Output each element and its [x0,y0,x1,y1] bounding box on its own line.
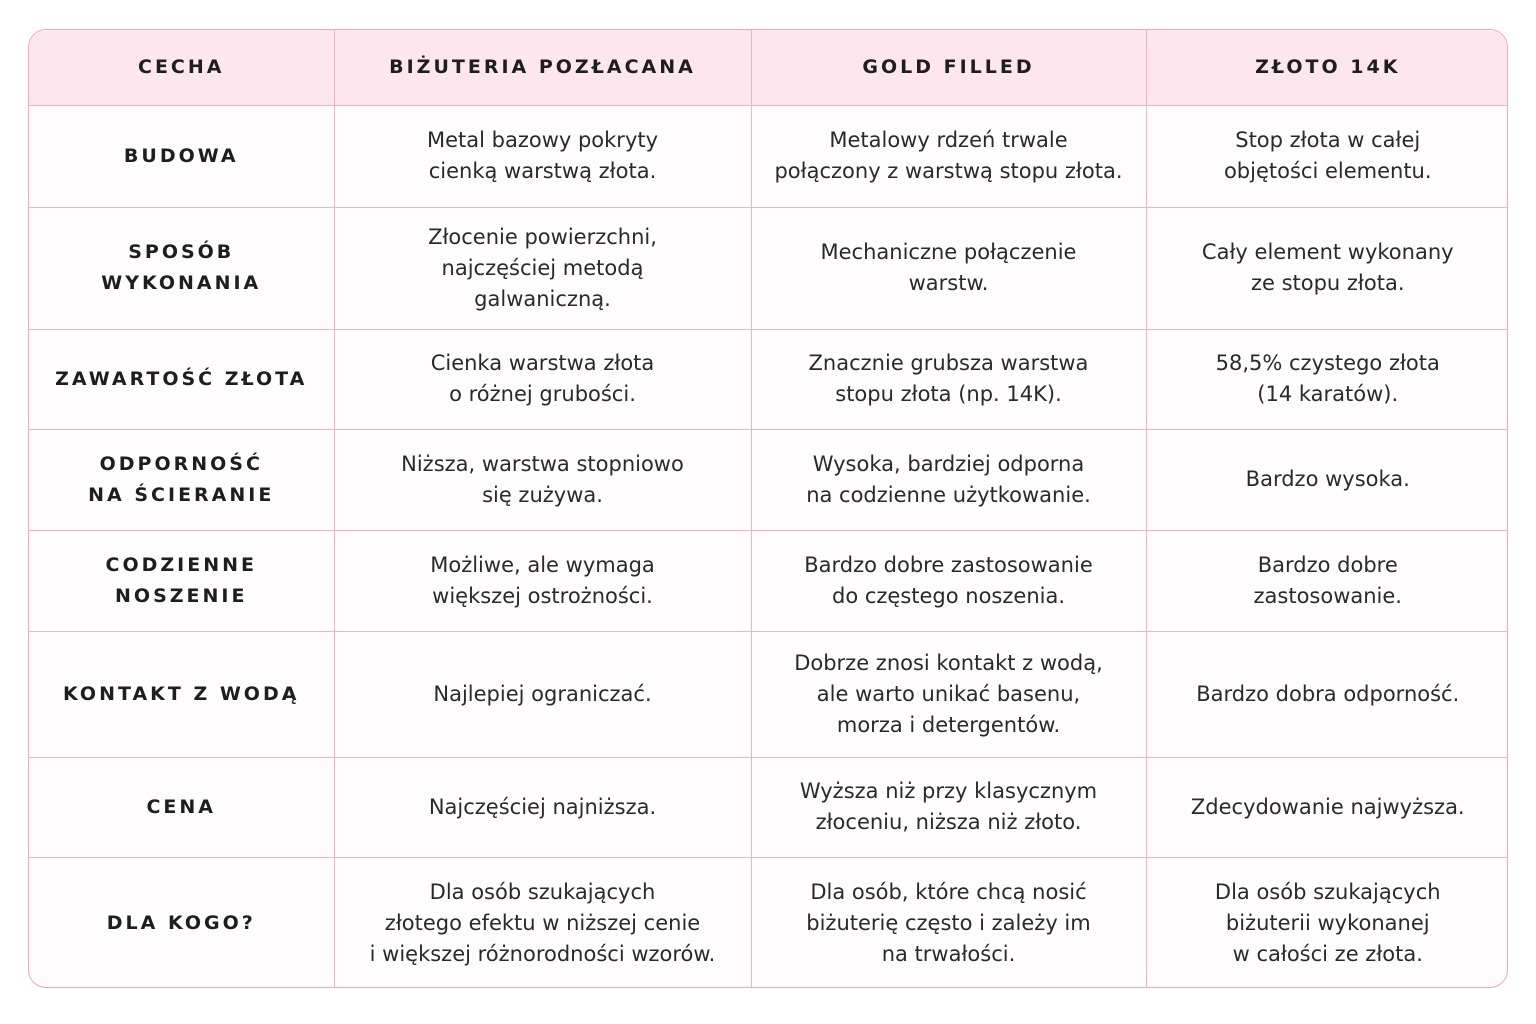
cell-gold-filled: Mechaniczne połączenie warstw. [751,207,1146,329]
cell-gold-filled: Dobrze znosi kontakt z wodą, ale warto unikać basenu, morza i detergentów. [751,631,1146,757]
comparison-table [29,30,1508,988]
row-feature-label: BUDOWA [29,105,334,207]
row-feature-label: DLA KOGO? [29,857,334,988]
table-row [29,530,1508,631]
table-row [29,429,1508,530]
table-row [29,105,1508,207]
cell-gold-plated: Dla osób szukających złotego efektu w niższej cenie i większej różnorodności wzorów. [334,857,751,988]
cell-gold-plated: Cienka warstwa złota o różnej grubości. [334,329,751,429]
row-feature-label: CODZIENNE NOSZENIE [29,530,334,631]
table-row [29,857,1508,988]
table-row [29,757,1508,857]
cell-gold-plated: Metal bazowy pokryty cienką warstwą złota. [334,105,751,207]
cell-gold-filled: Znacznie grubsza warstwa stopu złota (np. 14K). [751,329,1146,429]
table-header-row [29,30,1508,105]
column-header-gold-plated: BIŻUTERIA POZŁACANA [334,30,751,105]
cell-gold-14k: Stop złota w całej objętości elementu. [1146,105,1508,207]
cell-gold-plated: Złocenie powierzchni, najczęściej metodą galwaniczną. [334,207,751,329]
cell-gold-14k: Dla osób szukających biżuterii wykonanej w całości ze złota. [1214,879,1441,966]
cell-gold-14k: Zdecydowanie najwyższa. [1146,757,1508,857]
row-feature-label: SPOSÓB WYKONANIA [29,207,334,329]
cell-gold-14k: Bardzo dobre zastosowanie. [1146,530,1508,631]
cell-gold-filled: Wyższa niż przy klasycznym złoceniu, niższa niż złoto. [751,757,1146,857]
column-header-gold-14k: ZŁOTO 14K [1146,30,1508,105]
cell-gold-filled: Metalowy rdzeń trwale połączony z warstwą stopu złota. [751,105,1146,207]
cell-gold-plated: Możliwe, ale wymaga większej ostrożności. [334,530,751,631]
cell-gold-plated: Najlepiej ograniczać. [334,631,751,757]
cell-gold-14k: Bardzo dobra odporność. [1146,631,1508,757]
cell-gold-filled: Wysoka, bardziej odporna na codzienne użytkowanie. [751,429,1146,530]
cell-gold-14k: 58,5% czystego złota (14 karatów). [1146,329,1508,429]
cell-gold-14k: Bardzo wysoka. [1146,429,1508,530]
cell-gold-filled: Dla osób, które chcą nosić biżuterię często i zależy im na trwałości. [751,857,1146,988]
row-feature-label: ZAWARTOŚĆ ZŁOTA [29,329,334,429]
cell-gold-filled: Bardzo dobre zastosowanie do częstego noszenia. [751,530,1146,631]
comparison-table-container [28,29,1508,988]
row-feature-label: CENA [29,757,334,857]
table-row [29,631,1508,757]
table-row [29,207,1508,329]
row-feature-label: KONTAKT Z WODĄ [29,631,334,757]
cell-gold-14k: Cały element wykonany ze stopu złota. [1146,207,1508,329]
row-feature-label: ODPORNOŚĆ NA ŚCIERANIE [29,429,334,530]
cell-gold-plated: Niższa, warstwa stopniowo się zużywa. [334,429,751,530]
column-header-feature: CECHA [29,30,334,105]
column-header-gold-filled: GOLD FILLED [751,30,1146,105]
table-row [29,329,1508,429]
cell-gold-plated: Najczęściej najniższa. [334,757,751,857]
